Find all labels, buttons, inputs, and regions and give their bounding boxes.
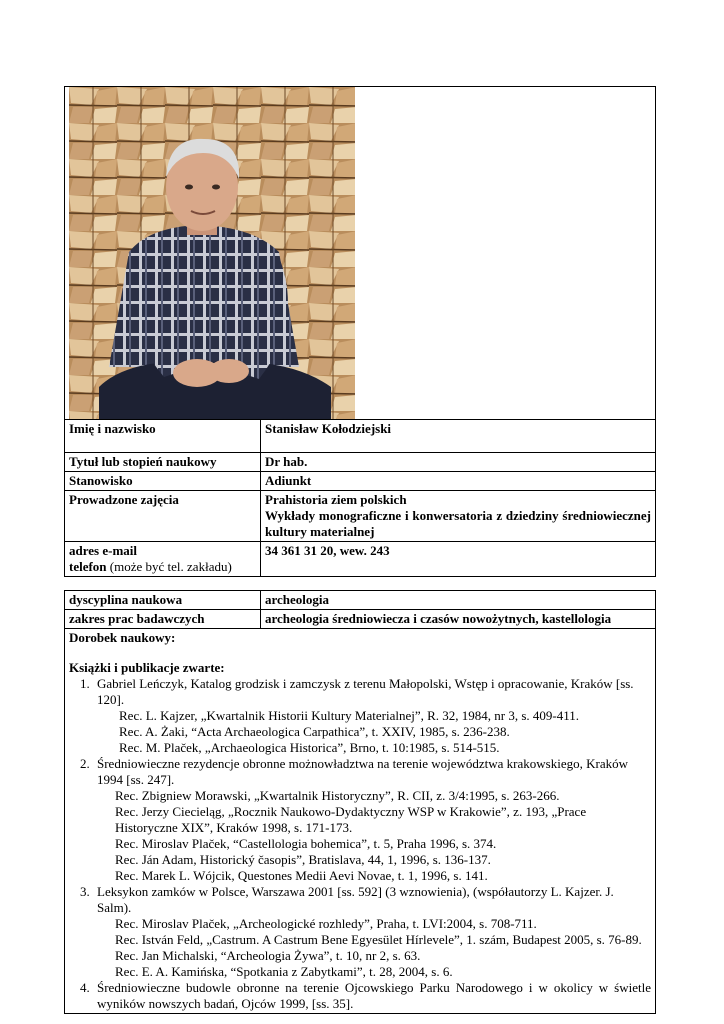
phone-note: (może być tel. zakładu) <box>109 559 232 574</box>
book-title: 4. Średniowieczne budowle obronne na terenie Ojcowskiego Parku Narodowego i w okolicy w świetle wyników nowszych badań, Ojców 1999, [ss. 35]. <box>97 980 651 1011</box>
book-title: 1. Gabriel Leńczyk, Katalog grodzisk i zamczysk z terenu Małopolski, Wstęp i opracowanie, Kraków [ss. 120]. <box>97 676 634 707</box>
output-heading: Dorobek naukowy: <box>69 630 176 645</box>
book-title: 2. Średniowieczne rezydencje obronne możnowładztwa na terenie województwa krakowskiego, Kraków 1994 [ss. 247]. <box>97 756 628 787</box>
photo-cell <box>65 87 656 420</box>
degree-label: Tytuł lub stopień naukowy <box>65 453 261 472</box>
scope-label: zakres prac badawczych <box>65 610 261 629</box>
review-item: Rec. M. Plaček, „Archaeologica Historica”, Brno, t. 10:1985, s. 514-515. <box>119 740 500 755</box>
profile-table <box>64 86 656 577</box>
books-list <box>69 676 651 1012</box>
degree-value: Dr hab. <box>261 453 656 472</box>
name-value: Stanisław Kołodziejski <box>261 420 656 453</box>
book-item <box>93 980 651 1012</box>
books-heading: Książki i publikacje zwarte: <box>69 660 225 675</box>
courses-value <box>261 491 656 542</box>
publications-cell <box>65 629 656 1014</box>
review-item: Rec. Jan Michalski, “Archeologia Żywa”, t. 10, nr 2, s. 63. <box>115 948 421 963</box>
course-item: Prahistoria ziem polskich <box>265 492 407 507</box>
portrait-photo <box>69 87 355 419</box>
book-item <box>93 756 651 884</box>
scope-value: archeologia średniowiecza i czasów nowożytnych, kastellologia <box>261 610 656 629</box>
review-item: Rec. Zbigniew Morawski, „Kwartalnik Historyczny”, R. CII, z. 3/4:1995, s. 263-266. <box>115 788 560 803</box>
book-item <box>93 884 651 980</box>
position-label: Stanowisko <box>65 472 261 491</box>
review-item: Rec. Miroslav Plaček, “Castellologia bohemica”, t. 5, Praha 1996, s. 374. <box>115 836 497 851</box>
review-item: Rec. Ján Adam, Historický časopis”, Bratislava, 44, 1, 1996, s. 136-137. <box>115 852 491 867</box>
courses-label: Prowadzone zajęcia <box>65 491 261 542</box>
phone-value: 34 361 31 20, wew. 243 <box>261 542 656 577</box>
name-label: Imię i nazwisko <box>65 420 261 453</box>
review-item: Rec. Jerzy Ciecieląg, „Rocznik Naukowo-Dydaktyczny WSP w Krakowie”, z. 193, „Prace Historyczne XIX”, Kraków 1998, s. 171-173. <box>115 804 587 835</box>
phone-label: telefon <box>69 559 107 574</box>
book-item <box>93 676 651 756</box>
course-item: Wykłady monograficzne i konwersatoria z dziedziny średniowiecznej kultury materialnej <box>265 508 651 539</box>
contact-label <box>65 542 261 577</box>
review-item: Rec. Miroslav Plaček, „Archeologické rozhledy”, Praha, t. LVI:2004, s. 708-711. <box>115 916 537 931</box>
research-table <box>64 590 656 1014</box>
review-item: Rec. István Feld, „Castrum. A Castrum Bene Egyesület Hírlevele”, 1. szám, Budapest 2005, s. 76-89. <box>115 932 642 947</box>
discipline-value: archeologia <box>261 591 656 610</box>
review-item: Rec. E. A. Kamińska, “Spotkania z Zabytkami”, t. 28, 2004, s. 6. <box>115 964 453 979</box>
position-value: Adiunkt <box>261 472 656 491</box>
review-item: Rec. L. Kajzer, „Kwartalnik Historii Kultury Materialnej”, R. 32, 1984, nr 3, s. 409-411. <box>119 708 580 723</box>
email-label: adres e-mail <box>69 543 137 558</box>
review-item: Rec. A. Żaki, “Acta Archaeologica Carpathica”, t. XXIV, 1985, s. 236-238. <box>119 724 510 739</box>
review-item: Rec. Marek L. Wójcik, Questones Medii Aevi Novae, t. 1, 1996, s. 141. <box>115 868 488 883</box>
book-title: 3. Leksykon zamków w Polsce, Warszawa 2001 [ss. 592] (3 wznowienia), (współautorzy L. Kajzer. J. Salm). <box>97 884 614 915</box>
discipline-label: dyscyplina naukowa <box>65 591 261 610</box>
